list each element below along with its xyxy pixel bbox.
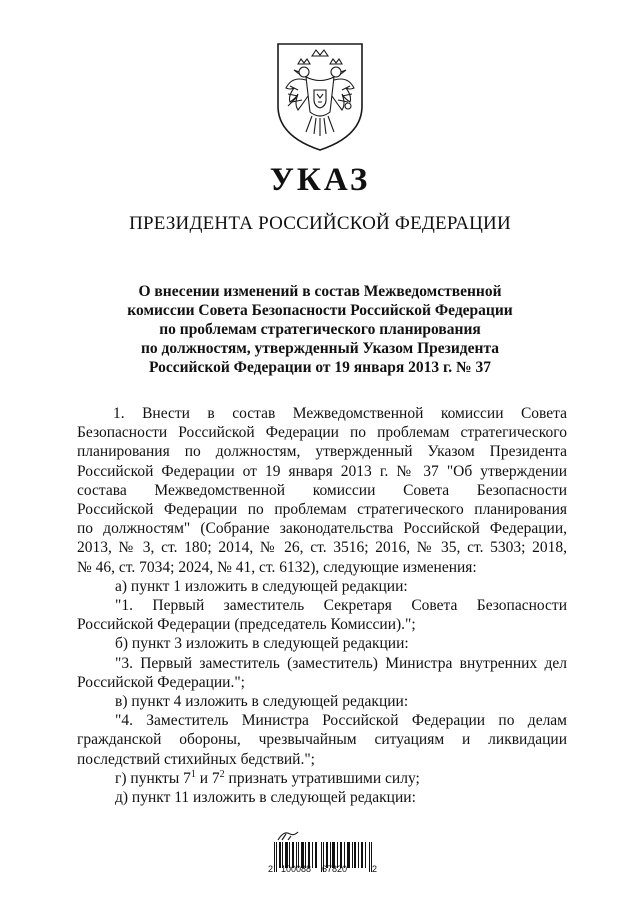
quote-line: гражданской обороны, чрезвычайным ситуациям и ликвидации	[77, 731, 567, 749]
coat-of-arms-emblem	[268, 36, 372, 154]
title-line: Российской Федерации от 19 января 2013 г. № 37	[149, 359, 491, 376]
document-title	[90, 282, 550, 377]
document-type-heading: УКАЗ	[269, 162, 371, 198]
barcode-digit-group: 2	[372, 864, 378, 874]
quote-line: "1. Первый заместитель Секретаря Совета Безопасности	[115, 597, 567, 615]
superscript: 1	[190, 768, 196, 780]
superscript: 2	[219, 768, 225, 780]
title-line: по проблемам стратегического планирования	[159, 321, 481, 338]
item-g-mid: и 7	[195, 769, 220, 787]
item-g-prefix: г) пункты 7	[115, 769, 191, 787]
body-line: по должностям" (Собрание законодательства Российской Федерации,	[77, 520, 567, 538]
title-line: комиссии Совета Безопасности Российской Федерации	[127, 302, 513, 319]
quote-line: Российской Федерации (председатель Комиссии).";	[77, 616, 416, 634]
body-line: состава Межведомственной комиссии Совета Безопасности	[77, 481, 567, 499]
document-body	[77, 404, 567, 807]
item-g	[77, 769, 567, 788]
body-line: 2013, № 3, ст. 180; 2014, № 26, ст. 3516; 2016, № 35, ст. 5303; 2018,	[77, 539, 567, 557]
double-headed-eagle-icon	[268, 36, 372, 154]
body-line: Российской Федерации от 19 января 2013 г. № 37 "Об утверждении	[77, 462, 567, 480]
quote-line: последствий стихийных бедствий.";	[77, 750, 315, 768]
item-v: в) пункт 4 изложить в следующей редакции:	[115, 693, 409, 711]
body-line: Российской Федерации по проблемам стратегического планирования	[77, 501, 567, 519]
body-line: Безопасности Российской Федерации по проблемам стратегического	[77, 424, 567, 442]
quote-line: "4. Заместитель Министра Российской Федерации по делам	[115, 712, 567, 730]
paragraph-1	[77, 404, 567, 577]
barcode-digit-group: 67820	[322, 864, 348, 874]
body-line: № 46, ст. 7034; 2024, № 41, ст. 6132), следующие изменения:	[77, 558, 477, 576]
quote-line: "3. Первый заместитель (заместитель) Министра внутренних дел	[115, 654, 567, 672]
item-g-suffix: признать утратившими силу;	[224, 769, 420, 787]
body-line: планирования по должностям, утвержденный Указом Президента	[77, 443, 567, 461]
quote-line: Российской Федерации.";	[77, 673, 245, 691]
title-line: О внесении изменений в состав Межведомственной	[138, 283, 502, 300]
title-line: по должностям, утвержденный Указом Президента	[141, 340, 499, 357]
body-line: 1. Внести в состав Межведомственной комиссии Совета	[113, 405, 567, 422]
item-b: б) пункт 3 изложить в следующей редакции:	[115, 635, 409, 653]
item-d: д) пункт 11 изложить в следующей редакции:	[115, 789, 416, 807]
barcode-digit-group: 2	[268, 864, 274, 874]
issuer-heading: ПРЕЗИДЕНТА РОССИЙСКОЙ ФЕДЕРАЦИИ	[129, 213, 511, 234]
item-a: а) пункт 1 изложить в следующей редакции:	[115, 577, 408, 595]
barcode-digit-group: 100088	[281, 864, 312, 874]
publisher-mark-icon	[276, 828, 300, 842]
